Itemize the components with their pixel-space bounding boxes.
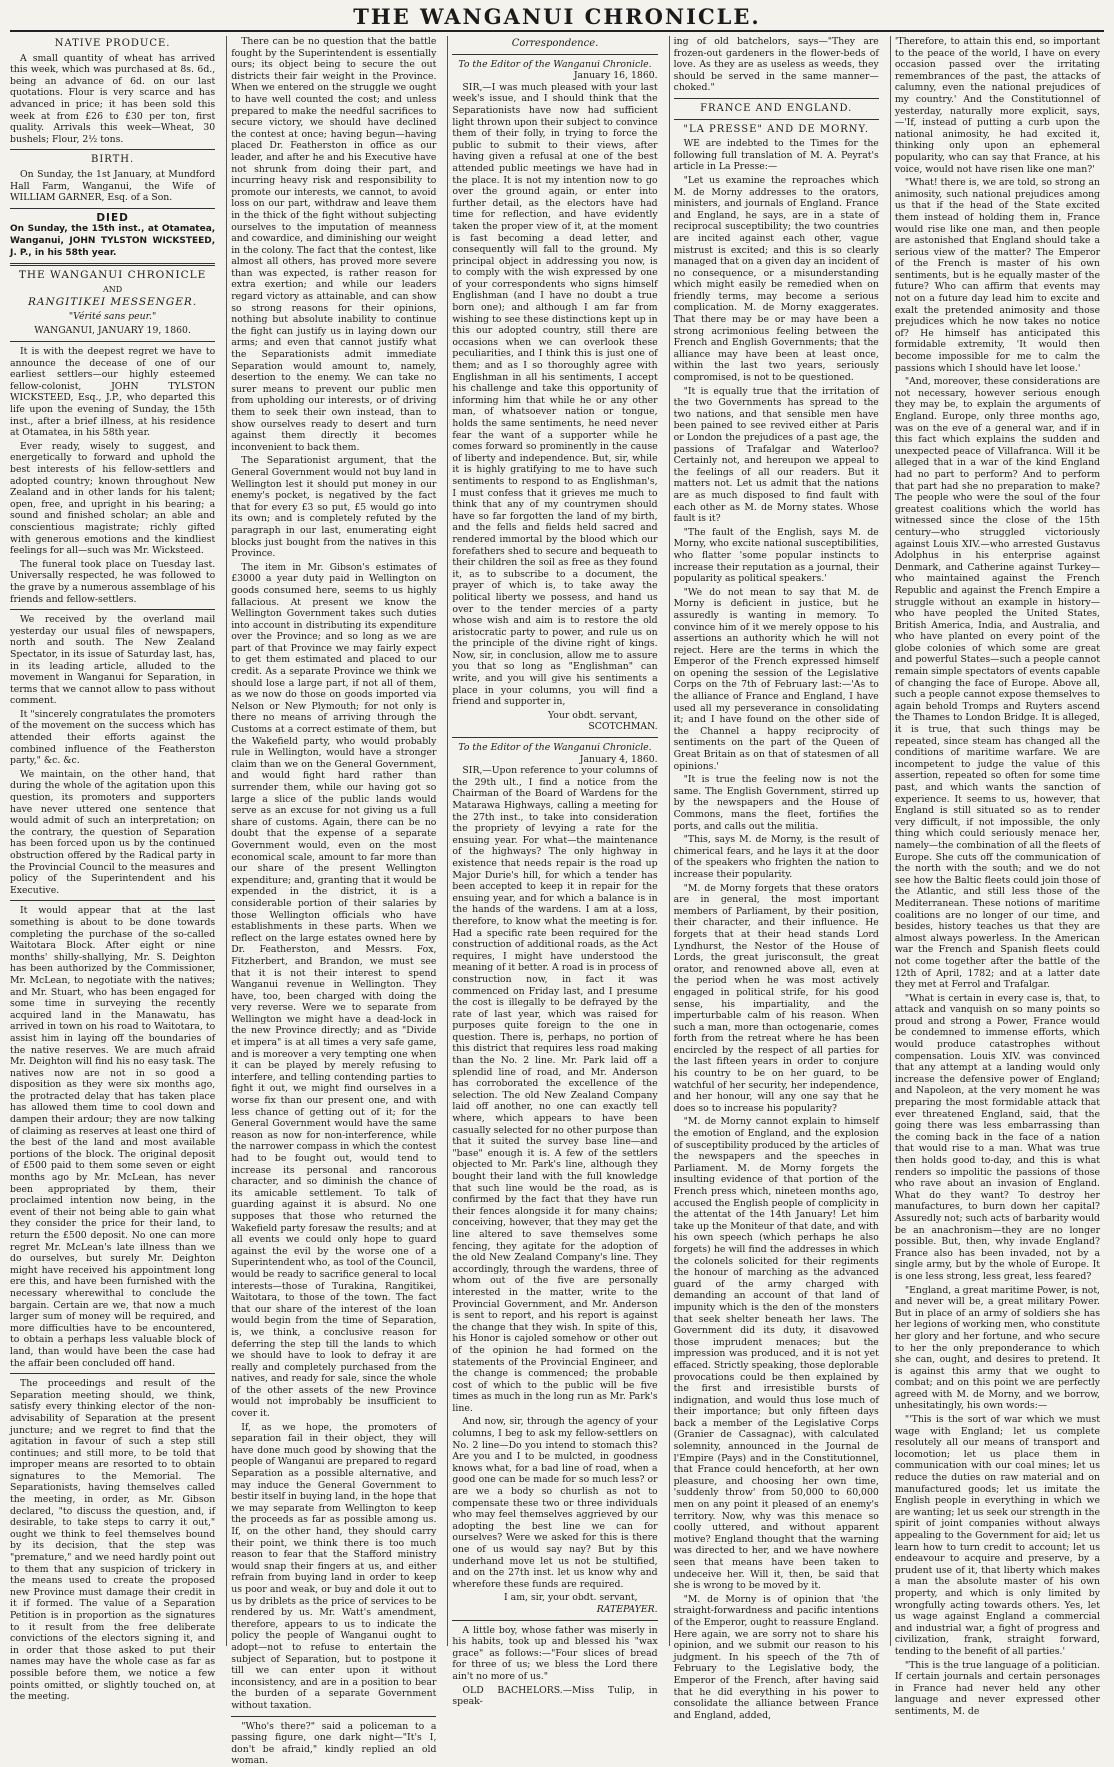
correspondence-heading: Correspondence.	[511, 38, 599, 49]
native-produce-heading: NATIVE PRODUCE.	[54, 38, 171, 49]
anecdote-paragraph: OLD BACHELORS.—Miss Tulip, in speak-	[452, 1684, 658, 1708]
article-paragraph: "What! there is, we are told, so strong an animosity, such national prejudices among us that if the head of the State excited them instead of holding them in, France would rise like one man, and then people are astonished that England should take a serious view of the matter? The Emperor of the French is master of his own sentiments, but is he equally master of the future? Who can affirm that events may not on a future day lead him to excite and exalt the pretended animosity and those prejudices which he now takes no notice of? He himself has anticipated this formidable extremity, 'It would then become impossible for me to calm the passions which I should have let loose.'	[894, 177, 1101, 374]
column-4	[669, 36, 883, 1721]
divider	[10, 900, 215, 901]
divider	[452, 1620, 657, 1621]
article-intro: WE are indebted to the Times for the following full translation of M. A. Peyrat's article in La Presse:—	[673, 138, 879, 173]
editorial-paragraph: It is with the deepest regret we have to announce the decease of one of our earliest settlers—our highly esteemed fellow-colonist, JOHN TYLSTON WICKSTEED, Esq., J.P., who departed this life upon the evening of Sunday, the 15th inst., after a brief illness, at his residence at Otamatea, in his 58th year.	[10, 346, 216, 439]
letter-body: SIR,—Upon reference to your columns of the 29th ult., I find a notice from the Chairman of the Board of Wardens for the Matarawa Highways, calling a meeting for the 27th inst., to take into consideration the propriety of levying a rate for the ensuing year. For what—the maintenance of the highways? The only highway in existence that needs repair is the road up Major Durie's hill, for which a tender has been accepted to keep it in repair for the ensuing year, and for which a balance is in the hands of the wardens. I am at a loss, therefore, to know what the meeting is for. Had a specific rate been required for the construction of additional roads, as the Act requires, I might have understood the meaning of it better. A road is in process of construction now, in fact it was commenced on Friday last, and I presume the cost is illegally to be defrayed by the rate of last year, which was raised for purposes quite foreign to the one in question. There is, perhaps, no portion of this district that requires less road making than the No. 2 line. Mr. Park laid off a splendid line of road, and Mr. Anderson has corroborated the excellence of the selection. The old New Zealand Company laid off another, no one can exactly tell where, which appears to have been casually selected for no other purpose than that it suited the survey base line—and "base" enough it is. A few of the settlers objected to Mr. Park's line, although they bought their land with the full knowledge that such line would be the road, as is confirmed by the fact that they have run their fences alongside it for many chains; conceiving, however, that they may get the line altered to save themselves some fencing, they agitate for the adoption of the old New Zealand Company's line. They accordingly, through the wardens, three of whom out of the five are personally interested in the matter, write to the Provincial Government, and Mr. Anderson is sent to report, and his report is against the change that they wish. In spite of this, his Honor is cajoled somehow or other out of the opinion he had formed on the statements of the Provincial Engineer, and the change is commenced; the probable cost of which to the public will be five times as much in the long run as Mr. Park's line.	[452, 765, 658, 1414]
letter-address: To the Editor of the Wanganui Chronicle.	[458, 58, 652, 70]
letter-body: SIR,—I was much pleased with your last week's issue, and I should think that the Separationists have now had sufficient light thrown upon their subject to convince them of their folly, in trying to force the public to submit to their views, after having given a refusal at one of the best attended public meetings we have had in the place. It is not my intention now to go over the ground again, or enter into further detail, as the electors have had time for reflection, and have evidently taken the proper view of it, at the moment is fast becoming a dead letter, and consequently will fall to the ground. My principal object in addressing you now, is to comply with the wish expressed by one of your correspondents who signs himself Englishman (and I have no doubt a true born one); and although I am far from wishing to see these distinctions kept up in this our adopted country, still there are occasions when we can overlook these peculiarities, and I think this is just one of them; and as I so thoroughly agree with Englishman in all his sentiments, I accept his challenge and take this opportunity of informing him that while he or any other man, of whatsoever nation or tongue, holds the same sentiments, he need never fear the want of a supporter while he comes forward so prominently in the cause of liberty and independence. But, sir, while it is highly gratifying to me to have such sentiments to respond to as Englishman's, I must confess that it grieves me much to think that any of my countrymen should have so far forgotten the land of my birth, and the fells and fields held sacred and rendered immortal by the blood which our forefathers shed to secure and bequeath to their children the soil as free as they found it, as to subscribe to a document, the prayer of which is, to take away the political liberty we possess, and hand us over to the tender mercies of a party whose wish and aim is to restore the old aristocratic party to power, and rule us on the principle of the divine right of kings. Now, sir, in conclusion, allow me to assure you that so long as "Englishman" can write, and you will give his sentiments a place in your columns, you will find a friend and supporter in,	[452, 81, 658, 708]
columns	[10, 36, 1104, 1767]
native-produce-text: A small quantity of wheat has arrived this week, which was purchased at 8s. 6d., being an advance of 6d. on our last quotations. Flour is very scarce and has advanced in price; it has been sold this week at from £26 to £30 per ton, first quality. Arrivals this week—Wheat, 30 bushels; Flour, 2½ tons.	[10, 52, 216, 145]
article-paragraph: "And, moreover, these considerations are not necessary, however serious enough they may be, to explain the arguments of England. Europe, only three months ago, was on the eve of a general war, and if in this fact which explains the sudden and unexpected peace of Villafranca. Will it be alleged that in a war of the kind England had no part to perform? And to perform that part had she no preparation to make? The people who were the soul of the four greatest coalitions which the world has witnessed since the close of the 15th century—who struggled victoriously against Louis XIV.—who arrested Gustavus Adolphus in his enterprise against Denmark, and Catherine against Turkey—who maintained against the French Republic and against the French Empire a struggle without an example in history—who have peopled the United States, British America, India, and Australia, and who have planted on every point of the globe colonies of which some are great and powerful States—such a people cannot remain simple spectators of events capable of changing the face of Europe. Above all, such a people cannot expose themselves to again behold Tromps and Ruyters ascend the Thames to London Bridge. It is alleged, it is true, that such things may be repeated, since steam has changed all the conditions of maritime warfare. We are incompetent to judge the value of this assertion, repeated so often for some time past, and which wants the sanction of experience. It seems to us, however, that England is still situated so as to render very difficult, if not impossible, the only thing which could seriously menace her, namely—the combination of all the fleets of Europe. She cuts off the communication of the north with the south; and we do not see how the Baltic fleets could join those of the Atlantic, and still less those of the Mediterranean. These notions of maritime coalitions are no longer of our time, and besides, history teaches us that they are almost always powerless. In the American war the French and Spanish fleets could not come together after the battle of the 12th of April, 1782; and at a latter date they met at Ferrol and Trafalgar.	[894, 376, 1101, 991]
article-paragraph: "England, a great maritime Power, is not, and never will be, a great military Power. But in place of an army of soldiers she has her legions of working men, who constitute her glory and her fortune, and who secure to her the only preponderance to which she can, ought, and desires to pretend. It is against this army that we ought to combat; and on this point we are perfectly agreed with M. de Morny, and we borrow, unhesitatingly, his own words:—	[894, 1284, 1101, 1412]
article-paragraph: "What is certain in every case is, that, to attack and vanquish on so many points so proud and strong a Power, France would be condemned to immense efforts, which would produce catastrophes without compensation. Louis XIV. was convinced that any attempt at a landing would only increase the defensive power of England; and Napoleon, at the very moment he was preparing the most formidable attack that ever threatened England, said, that the going there was less embarrassing than the coming back in the face of a nation that would rise to a man. What was true then holds good to-day, and this is what renders so impolitic the passions of those who rave about an invasion of England. What do they want? To destroy her manufactures, to burn down her capital? Assuredly not; such acts of barbarity would be an anachronism—they are no longer possible. But, then, why invade England? France also has been invaded, not by a single army, but by the whole of Europe. It is one less strong, less great, less feared?	[894, 992, 1101, 1282]
article-paragraph: "M. de Morny cannot explain to himself the emotion of England, and the explosion of susceptibility produced by the articles of the newspapers and the speeches in Parliament. M. de Morny forgets the insulting evidence of that portion of the French press which, nineteen months ago, accused the English people of complicity in the attentat of the 14th January! Let him take up the Moniteur of that date, and with his own speech (which perhaps he also forgets) he will find the addresses in which the colonels solicited for their regiments the honour of marching as the advanced guard of the army charged with demanding an account of that land of impunity which is the den of the monsters that seek shelter beneath her laws. The Government did its duty, it disavowed those imprudent menaces; but the impression was produced, and it is not yet effaced. Strictly speaking, those deplorable provocations could be then explained by the first and irresistible bursts of indignation, and would thus lose much of their importance; but only fifteen days back a member of the Legislative Corps (Granier de Cassagnac), with calculated solemnity, announced in the Journal de l'Empire (Pays) and in the Constitutionnel, that France could henceforth, at her own pleasure, and choosing her own time, 'suddenly throw' from 50,000 to 60,000 men on any point it pleased of an enemy's territory. Now, why was this menace so coolly uttered, and without apparent motive? England thought that the warning was directed to her, and we have nowhere seen that means have been taken to undeceive her. Will it, then, be said that she is wrong to be moved by it.	[673, 1116, 879, 1592]
editorial-paragraph: It would appear that at the last something is about to be done towards completing the purchase of the so-called Waitotara Block. After eight or nine months' shilly-shallying, Mr. S. Deighton has been authorized by the Commissioner, Mr. McLean, to negotiate with the natives; and Mr. Stuart, who has been engaged for some time in surveying the recently acquired land in the Manawatu, has arrived in town on his road to Waitotara, to assist him in laying off the boundaries of the native reserves. We are much afraid Mr. Deighton will find his no easy task. The natives now are not in so good a disposition as they were six months ago, the protracted delay that has taken place has allowed them time to cool down and dampen their ardour; they are now talking of claiming as reserves at least one third of the best of the land and most available portions of the block. The original deposit of £500 paid to them some seven or eight months ago by Mr. McLean, has never been appropriated by them, their proclaimed intention now being, in the event of their not being able to gain what they consider the price for their land, to return the £500 deposit. No one can more regret Mr. McLean's late illness than we do ourselves, but surely Mr. Deighton might have received his appointment long ere this, and have been furnished with the necessary wherewithal to conclude the bargain. Certain are we, that now a much larger sum of money will be required, and more difficulties have to be encountered, to obtain a perhaps less valuable block of land, than would have been the case had the affair been concluded off hand.	[10, 905, 216, 1369]
editorial-paragraph: The funeral took place on Tuesday last. Universally respected, he was followed to the grave by a numerous assemblage of his friends and fellow-settlers.	[10, 558, 216, 605]
divider	[674, 119, 879, 120]
editorial-paragraph: It "sincerely congratulates the promoters of the movement on the success which has attended their efforts against the combined influence of the Featherston party," &c. &c.	[10, 708, 216, 767]
article-paragraph: "M. de Morny is of opinion that 'the straight-forwardness and pacific intentions of the Emperor, ought to reassure England. Here again, we are sorry not to share his opinion, and we submit our reason to his judgment. In his speech of the 7th of February to the Legislative body, the Emperor of the French, after having said that he did everything in his power to consolidate the alliance between France and England, added,	[673, 1593, 879, 1721]
article-paragraph: The item in Mr. Gibson's estimates of £3000 a year duty paid in Wellington on goods consumed here, seems to us highly fallacious. At present we know the Wellington Government takes such duties into account in distributing its expenditure over the Province; and so long as we are part of that Province we may fairly expect to get them estimated and placed to our credit. As a separate Province we think we should lose a large part, if not all of them, as we now do those on goods imported via Nelson or New Plymouth; for not only is there no means of arriving through the Customs at a correct estimate of them, but the Wakefield party, who would probably rule in Wellington, would have a stronger claim than we on the General Government, and would fight hard rather than surrender them, while our having got so large a slice of the public lands would serve as an excuse for not giving us a full share of customs. Again, there can be no doubt that the expense of a separate Government would, even on the most economical scale, amount to far more than our share of the present Wellington expenditure; and, granting that it would be expended in the district, it is a considerable portion of their salaries by those Wellington officials who have establishments in these parts. When we reflect on the large estates owned here by Dr. Featherston, and Messrs. Fox, Fitzherbert, and Brandon, we must see that it is not their interest to spend Wanganui revenue in Wellington. They have, too, been charged with doing the very reverse. Were we to separate from Wellington we might have a dead-lock in the new Province directly; and as "Divide et impera" is at all times a very safe game, and is moreover a very tempting one when it can be played by merely refusing to interfere, and telling contending parties to fight it out, we might find ourselves in a worse fix than our present one, and with less chance of getting out of it; for the General Government would have the same reason as now for non-interference, while the narrower compass in which the contest had to be fought out, would tend to increase its personal and rancorous character, and so diminish the chance of its amicable settlement. To talk of guarding against it is absurd. No one supposes that those who returned the Wakefield party foresaw the results; and at all events we could only hope to guard against the evil by the worse one of a Superintendent who, as tool of the Council, would be ready to sacrifice general to local interests—those of Turakina, Rangitikei, Waitotara, to those of the town. The fact that our share of the interest of the loan would begin from the time of Separation, is, we think, a conclusive reason for deferring the step till the lands to which we should have to look to defray it are really and completely purchased from the natives, and ready for sale, since the whole of the other assets of the new Province would not improbably be insufficient to cover it.	[231, 561, 437, 1420]
died-text: On Sunday, the 15th inst., at Otamatea, Wanganui, JOHN TYLSTON WICKSTEED, J. P., in his 58th year.	[10, 224, 216, 258]
column-3	[447, 36, 661, 1708]
article-paragraph: "It is equally true that the irritation of the two Governments has spread to the two nations, and that sensible men have been pained to see revived either at Paris or London the prejudices of a past age, the passions of Trafalgar and Waterloo? Certainly not, and hereupon we appeal to the feelings of all our readers. But it matters not. Let us admit that the nations are as much disposed to find fault with each other as M. de Morny states. Whose fault is it?	[673, 385, 879, 525]
editorial-paragraph: We maintain, on the other hand, that during the whole of the agitation upon this question, its promoters and supporters have never uttered one sentence that would admit of such an interpretation; on the contrary, the question of Separation has been forced upon us by the continued obstruction offered by the Radical party in the Provincial Council to the measures and policy of the Superintendent and his Executive.	[10, 768, 216, 896]
la-presse-heading: "LA PRESSE" AND DE MORNY.	[683, 123, 870, 135]
letter-closing: I am, sir, your obdt. servant,	[504, 1592, 638, 1604]
column-5	[890, 36, 1104, 1717]
anecdote-paragraph: "Who's there?" said a policeman to a passing figure, one dark night—"It's I, don't be afraid," kindly replied an old woman.	[231, 1720, 437, 1767]
letter-address: To the Editor of the Wanganui Chronicle.	[458, 742, 652, 754]
article-paragraph: There can be no question that the battle fought by the Superintendent is essentially ours; its object being to secure the out districts their fair weight in the Province. When we entered on the struggle we ought to have well counted the cost; and unless prepared to make the needful sacrifices to secure victory, we should have declined the contest at once; having begun—having placed Dr. Featherston in office as our leader, and after he and his Executive have not shrunk from doing their part, and incurring heavy risk and responsibility to promote our interests, we cannot, to avoid loss on our part, withdraw and leave them in the thick of the fight without subjecting ourselves to the imputation of meanness and cowardice, and diminishing our weight in the colony. The fact that the contest, like almost all others, has proved more severe than was expected, is rather reason for extra exertion; and while our leaders regard victory as attainable, and can show so strong reasons for their opinions, nothing but absolute inability to continue the fight can justify us in laying down our arms; and even that cannot justify what the Separationists admit immediate Separation would amount to, namely, desertion to the enemy. We can take no surer means to prevent our public men from upholding our interests, or of driving them to seek their own instead, than to show ourselves ready to desert and turn against them directly it becomes inconvenient to back them.	[231, 36, 437, 453]
motto: "Vérité sans peur."	[68, 310, 157, 322]
letter-signature: SCOTCHMAN.	[588, 721, 658, 733]
article-paragraph: "This is the true language of a politician. If certain journals and certain personages in France had never held any other language and never expressed other sentiments, M. de	[894, 1659, 1101, 1717]
letter-body: And now, sir, through the agency of your columns, I beg to ask my fellow-settlers on No. 2 line—Do you intend to stomach this? Are you and I to be mulcted, in goodness knows what, for a bad line of road, when a good one can be made for so much less? or are we a body so churlish as not to compensate these two or three individuals who may feel themselves aggrieved by our adopting the best line we can for ourselves? Were we asked for this is there one of us would say nay? But by this underhand move let us not be stultified, and on the 27th inst. let us know why and wherefore these funds are required.	[452, 1416, 658, 1590]
masthead-rule	[10, 30, 1104, 32]
column-1	[10, 36, 219, 1703]
anecdote-paragraph: A little boy, whose father was miserly in his habits, took up and blessed his "wax grace" as follows:—"Four slices of bread for three of us; we bless the Lord there ain't no more of us."	[452, 1624, 658, 1682]
divider	[452, 54, 657, 55]
dateline: WANGANUI, JANUARY 19, 1860.	[34, 325, 191, 337]
paper-title-and: AND	[103, 284, 123, 294]
divider	[10, 208, 215, 209]
divider	[10, 1373, 215, 1374]
article-paragraph: If, as we hope, the promoters of separation fail in their object, they will have done much good by showing that the people of Wanganui are prepared to regard Separation as a possible alternative, and may induce the General Government to bestir itself in buying land, in the hope that we may separate from Wellington to keep the proceeds as far as possible among us. If, on the other hand, they should carry their point, we think there is too much reason to fear that the Stafford ministry would snap their fingers at us, and either refrain from buying land in order to keep us poor and weak, or buy and dole it out to us by driblets as the price of services to be rendered by us. Mr. Watt's amendment, therefore, appears to us to indicate the policy the people of Wanganui ought to adopt—not to refuse to entertain the subject of Separation, but to postpone it till we can enter upon it without inconsistency, and are in a position to bear the burden of a separate Government without taxation.	[231, 1421, 437, 1711]
article-paragraph: The Separationist argument, that the General Government would not buy land in Wellington lest it should put money in our enemy's pocket, is negatived by the fact that for every £3 so put, £5 would go into its own; and is completely refuted by the paragraph in our last, enumerating eight blocks just bought from the natives in this Province.	[231, 455, 437, 560]
article-paragraph: "Let us examine the reproaches which M. de Morny addresses to the orators, ministers, and journals of England. France and England, he says, are in a state of reciprocal susceptibility; the two countries are incited against each other, vague mistrust is excited; and this is so clearly managed that on a given day an incident of no consequence, or a misunderstanding which might easily be remedied when on friendly terms, may become a serious complication. M. de Morny exaggerates. That there may be or may have been a strong acrimonious feeling between the French and English Governments; that the alliance may have been at least once, within the last two years, seriously compromised, is not to be questioned.	[673, 174, 879, 384]
editorial-paragraph: We received by the overland mail yesterday our usual files of newspapers, north and south. The New Zealand Spectator, in its issue of Saturday last, has, in its leading article, alluded to the movement in Wanganui for Separation, in terms that we cannot allow to pass without comment.	[10, 614, 216, 707]
divider	[231, 1716, 436, 1717]
divider	[10, 609, 215, 610]
divider	[10, 149, 215, 150]
article-paragraph: "M. de Morny forgets that these orators are in general, the most important members of Parliament, by their position, their character, and their influence. He forgets that at their head stands Lord Lyndhurst, the Nestor of the House of Lords, the great jurisconsult, the great orator, and renowned above all, even at the period when he was most actively engaged in political strife, for his good sense, his impartiality, and the imperturbable calm of his reason. When such a man, more than octogenarie, comes forth from the retreat where he has been encircled by the respect of all parties for the last fifteen years in order to conjure his country to be on her guard, to be watchful of her security, her independence, and her honour, will any one say that he does so to increase his popularity?	[673, 882, 879, 1114]
paper-subtitle: RANGITIKEI MESSENGER.	[28, 296, 198, 309]
article-paragraph: "The fault of the English, says M. de Morny, who excite national susceptibilities, who flatter 'some popular instincts to increase their reputation as a journal, their popularity as political speakers.'	[673, 526, 879, 585]
article-paragraph: "This, says M. de Morny, is the result of chimerical fears, and he lays it at the door of the speakers who frighten the nation to increase their popularity.	[673, 834, 879, 880]
anecdote-continuation: ing of old batchelors, says—"They are frozen-out gardeners in the flower-beds of love. As they are as useless as weeds, they should be served in the same manner—choked."	[673, 36, 879, 94]
editorial-paragraph: The proceedings and result of the Separation meeting should, we think, satisfy every thinking elector of the non-advisability of Separation at the present juncture; and we regret to find that the agitation in favour of such a step still continues; and still more, to be told that improper means are resorted to to obtain signatures to the Memorial. The Separationists, having themselves called the meeting, in order, as Mr. Gibson declared, "to discuss the question, and, if desirable, to take steps to carry it out," ought we think to feel themselves bound by its decision, that the step was "premature," and we need hardly point out to them that any suspicion of trickery in the means used to create the proposed new Province must damage their credit in it if formed. The value of a Separation Petition is in proportion as the signatures to it result from the free deliberate convictions of the electors signing it, and in order that those asked to put their names may have the whole case as far as possible before them, we notice a few points omitted, or slightly touched on, at the meeting.	[10, 1378, 216, 1703]
letter-date: January 16, 1860.	[573, 70, 658, 82]
paper-title: THE WANGANUI CHRONICLE	[18, 269, 207, 282]
divider	[452, 737, 657, 738]
article-paragraph: "'This is the sort of war which we must wage with England; let us complete resolutely all our means of transport and locomotion; let us place them in communication with our coal mines; let us reduce the duties on raw material and on manufactured goods; let us imitate the English people in everything in which we are wanting; let us seek our strength in the spirit of joint companies without always appealing to the Government for aid; let us learn how to turn credit to account; let us endeavour to acquire and preserve, by a prudent use of it, that liberty which makes a man the absolute master of his own property, and which is only limited by wrongfully acting towards others. Yes, let us wage against England a commercial and industrial war, a fight of progress and civilization, frank, straight forward, tending to the benefit of all parties.'	[894, 1414, 1101, 1657]
france-england-heading: FRANCE AND ENGLAND.	[700, 102, 853, 114]
divider	[10, 263, 215, 266]
letter-closing: Your obdt. servant,	[547, 709, 638, 721]
column-2	[226, 36, 440, 1767]
editorial-paragraph: Ever ready, wisely to suggest, and energetically to forward and uphold the best interests of his fellow-settlers and adopted country; known throughout New Zealand and in other lands for his talent; open, free, and upright in his bearing; a sound and finished scholar; an able and conscientious magistrate; richly gifted with generous emotions and the kindliest feelings for all—such was Mr. Wicksteed.	[10, 440, 216, 557]
article-paragraph: 'Therefore, to attain this end, so important to the peace of the world, I have on every occasion passed over the irritating remembrances of the past, the attacks of calumny, even the national prejudices of my country.' And the Constitutionnel of yesterday, naturally more explicit, says,—'If, instead of putting a curb upon the national animosity, he had excited it, thinking only upon an ephemeral popularity, who can say that France, at his voice, would not have risen like one man?'	[894, 36, 1101, 175]
article-paragraph: "We do not mean to say that M. de Morny is deficient in justice, but he assuredly is wanting in memory. To convince him of it we merely oppose to his assertions an authority which he will not reject. Here are the terms in which the Emperor of the French expressed himself on opening the session of the Legislative Corps on the 7th of February last:—'As to the alliance of France and England, I have used all my perseverance in consolidating it; and I have found on the other side of the Channel a happy reciprocity of sentiments on the part of the Queen of Great Britain as on that of statesmen of all opinions.'	[673, 586, 879, 772]
masthead: THE WANGANUI CHRONICLE.	[353, 4, 761, 29]
letter-date: January 4, 1860.	[579, 753, 658, 765]
died-heading: DIED	[96, 211, 129, 224]
birth-text: On Sunday, the 1st January, at Mundford Hall Farm, Wanganui, the Wife of WILLIAM GARNER, Esq. of a Son.	[10, 168, 216, 204]
birth-heading: BIRTH.	[90, 154, 135, 166]
letter-signature: RATEPAYER.	[596, 1603, 658, 1615]
divider	[674, 98, 879, 99]
article-paragraph: "It is true the feeling now is not the same. The English Government, stirred up by the newspapers and the House of Commons, mans the fleet, fortifies the ports, and calls out the militia.	[673, 774, 879, 832]
divider	[10, 341, 215, 342]
